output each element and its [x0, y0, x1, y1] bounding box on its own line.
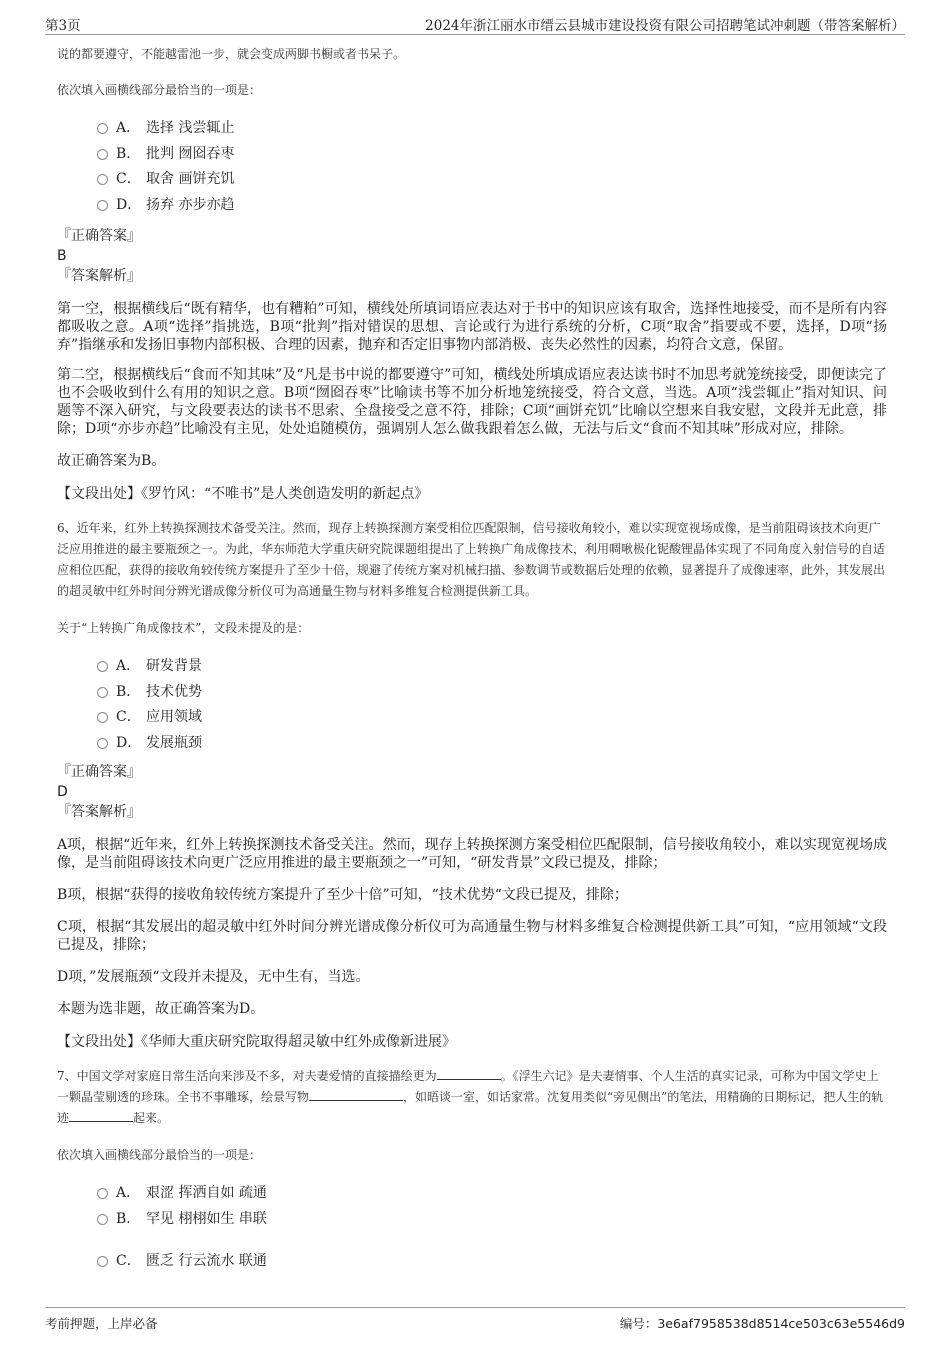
- question-7-stem: [57, 1066, 887, 1129]
- option-d[interactable]: [97, 731, 887, 757]
- source-title: 《罗竹风：“不唯书”是人类创造发明的新起点》: [141, 486, 429, 502]
- source-citation: [57, 484, 887, 504]
- analysis-conclusion: 本题为选非题，故正确答案为D。: [57, 1001, 265, 1017]
- option-letter: C．: [116, 1253, 141, 1269]
- analysis-paragraph: B项，根据“获得的接收角较传统方案提升了至少十倍”可知，“技术优势“文段已提及，排除；: [57, 887, 628, 903]
- option-text: 选择 浅尝辄止: [146, 120, 235, 136]
- option-a[interactable]: [97, 116, 887, 142]
- radio-icon[interactable]: [97, 712, 108, 723]
- stem-text: 起来。: [133, 1111, 170, 1125]
- answer-blank-1: [437, 1066, 501, 1080]
- answer-blank-3: [69, 1108, 133, 1122]
- option-letter: B．: [116, 145, 141, 162]
- source-citation: [57, 1032, 887, 1052]
- radio-icon[interactable]: [97, 123, 108, 134]
- page-number: 第3页: [45, 18, 81, 34]
- option-letter: B．: [116, 683, 141, 700]
- question-5-options: [97, 116, 887, 218]
- question-6-stem: 6、近年来，红外上转换探测技术备受关注。然而，现存上转换探测方案受相位匹配限制，信号接收角较小，难以实现宽视场成像，是当前阻碍该技术向更广泛应用推进的最主要瓶颈之一。为此，华东师范大学重庆研究院课题组提出了上转换广角成像技术，利用啁啾极化铌酸锂晶体实现了不同角度入射信号的自适应相位匹配，获得的接收角较传统方案提升了至少十倍，规避了传统方案对机械扫描、参数调节或数据后处理的依赖，显著提升了成像速率，此外，其发展出的超灵敏中红外时间分辨光谱成像分析仪可为高通量生物与材料多维复合检测提供新工具。: [57, 521, 886, 598]
- analysis-conclusion: 故正确答案为B。: [57, 453, 166, 469]
- option-letter: A．: [116, 1185, 141, 1201]
- question-6: [57, 518, 887, 1052]
- question-7: [57, 1066, 887, 1275]
- correct-answer: D: [57, 784, 68, 800]
- option-text: 取舍 画饼充饥: [146, 171, 235, 187]
- source-label: 【文段出处】: [57, 1034, 141, 1050]
- analysis-label: 『答案解析』: [57, 268, 141, 284]
- radio-icon[interactable]: [97, 1256, 108, 1267]
- option-text: 批判 囫囵吞枣: [146, 145, 235, 162]
- analysis-paragraph: 第二空，根据横线后“食而不知其味”及“凡是书中说的都要遵守”可知，横线处所填成语应表达读书时不加思考就笼统接受，即便读完了也不会吸收到什么有用的知识之意。B项“囫囵吞枣”比喻读书等不加分析地笼统接受，符合文意，当选。A项“浅尝辄止”指对知识、问题等不深入研究，与文段要表达的读书不思索、全盘接受之意不符，排除；C项“画饼充饥”比喻以空想来自我安慰，文段并无此意，排除；D项“亦步亦趋”比喻没有主见，处处追随模仿，强调别人怎么做我跟着怎么做，无法与后文“食而不知其味”形成对应，排除。: [57, 367, 887, 437]
- option-text: 发展瓶颈: [146, 734, 202, 751]
- radio-icon[interactable]: [97, 149, 108, 160]
- document-title: 2024年浙江丽水市缙云县城市建设投资有限公司招聘笔试冲刺题（带答案解析）: [425, 18, 905, 34]
- option-letter: A．: [116, 658, 141, 674]
- option-text: 技术优势: [146, 683, 202, 700]
- correct-answer-label: 『正确答案』: [57, 764, 141, 780]
- radio-icon[interactable]: [97, 1214, 108, 1225]
- page-header: [45, 14, 905, 35]
- option-a[interactable]: [97, 1181, 887, 1207]
- option-a[interactable]: [97, 654, 887, 680]
- correct-answer: B: [57, 248, 67, 264]
- radio-icon[interactable]: [97, 738, 108, 749]
- option-b[interactable]: [97, 142, 887, 168]
- analysis-paragraph: C项，根据“其发展出的超灵敏中红外时间分辨光谱成像分析仪可为高通量生物与材料多维复合检测提供新工具”可知，“应用领域“文段已提及，排除；: [57, 919, 887, 953]
- question-6-prompt: 关于“上转换广角成像技术”，文段未提及的是：: [57, 621, 310, 635]
- option-c[interactable]: [97, 1249, 887, 1275]
- page-content: [57, 44, 887, 1275]
- radio-icon[interactable]: [97, 1188, 108, 1199]
- option-letter: C．: [116, 709, 141, 725]
- analysis-paragraph: D项，”发展瓶颈“文段并未提及，无中生有，当选。: [57, 969, 370, 985]
- correct-answer-label: 『正确答案』: [57, 228, 141, 244]
- option-b[interactable]: [97, 1207, 887, 1233]
- option-letter: A．: [116, 120, 141, 136]
- stem-text: ，如晤谈一室，如话家常。沈复用类似“旁见侧出”的笔法，用精确的日期标记，把人生的轨迹: [57, 1090, 884, 1125]
- code-label: 编号：: [619, 1316, 658, 1331]
- radio-icon[interactable]: [97, 174, 108, 185]
- analysis-paragraph: 第一空，根据横线后“既有精华，也有糟粕”可知，横线处所填词语应表达对于书中的知识应该有取舍，选择性地接受，而不是所有内容都吸收之意。A项“选择”指挑选，B项“批判”指对错误的思想、言论或行为进行系统的分析，C项“取舍”指要或不要，选择，D项“扬弃”指继承和发扬旧事物内部积极、合理的因素，抛弃和否定旧事物内部消极、丧失必然性的因素，均符合文意，保留。: [57, 301, 887, 353]
- source-label: 【文段出处】: [57, 486, 141, 502]
- footer-slogan: 考前押题，上岸必备: [45, 1316, 158, 1331]
- question-5-stem-tail: 说的都要遵守，不能越雷池一步，就会变成两脚书橱或者书呆子。: [57, 47, 406, 61]
- option-letter: C．: [116, 171, 141, 187]
- code-value: 3e6af7958538d8514ce503c63e5546d9: [657, 1316, 905, 1331]
- radio-icon[interactable]: [97, 687, 108, 698]
- stem-text: 7、中国文学对家庭日常生活向来涉及不多，对夫妻爱情的直接描绘更为: [57, 1069, 437, 1083]
- document-code: [620, 1314, 905, 1332]
- option-text: 罕见 栩栩如生 串联: [146, 1210, 267, 1227]
- radio-icon[interactable]: [97, 661, 108, 672]
- option-b[interactable]: [97, 680, 887, 706]
- option-text: 扬弃 亦步亦趋: [146, 196, 235, 213]
- option-text: 艰涩 挥洒自如 疏通: [146, 1185, 267, 1201]
- question-7-options: [97, 1181, 887, 1275]
- question-6-options: [97, 654, 887, 756]
- analysis-label: 『答案解析』: [57, 804, 141, 820]
- source-title: 《华师大重庆研究院取得超灵敏中红外成像新进展》: [141, 1034, 456, 1050]
- question-7-prompt: 依次填入画横线部分最恰当的一项是：: [57, 1148, 262, 1162]
- question-5-prompt: 依次填入画横线部分最恰当的一项是：: [57, 83, 262, 97]
- radio-icon[interactable]: [97, 200, 108, 211]
- option-letter: B．: [116, 1210, 141, 1227]
- analysis-paragraph: A项，根据“近年来，红外上转换探测技术备受关注。然而，现存上转换探测方案受相位匹配限制，信号接收角较小，难以实现宽视场成像，是当前阻碍该技术向更广泛应用推进的最主要瓶颈之一”可知，“研发背景”文段已提及，排除；: [57, 837, 887, 871]
- option-letter: D．: [116, 196, 142, 213]
- answer-blank-2: [309, 1087, 403, 1101]
- option-letter: D．: [116, 734, 142, 751]
- option-d[interactable]: [97, 193, 887, 219]
- question-5: [57, 44, 887, 504]
- stem-text: 。《浮生六记》是夫妻情事、个人生活的真实记录，可称为中国文学史上一颗晶莹剔透的珍珠。全书不事雕琢，绘景写物: [57, 1069, 879, 1104]
- option-c[interactable]: [97, 705, 887, 731]
- option-c[interactable]: [97, 167, 887, 193]
- option-text: 匮乏 行云流水 联通: [146, 1253, 267, 1269]
- option-text: 研发背景: [146, 658, 202, 674]
- page-footer: [45, 1307, 905, 1332]
- option-text: 应用领域: [146, 709, 202, 725]
